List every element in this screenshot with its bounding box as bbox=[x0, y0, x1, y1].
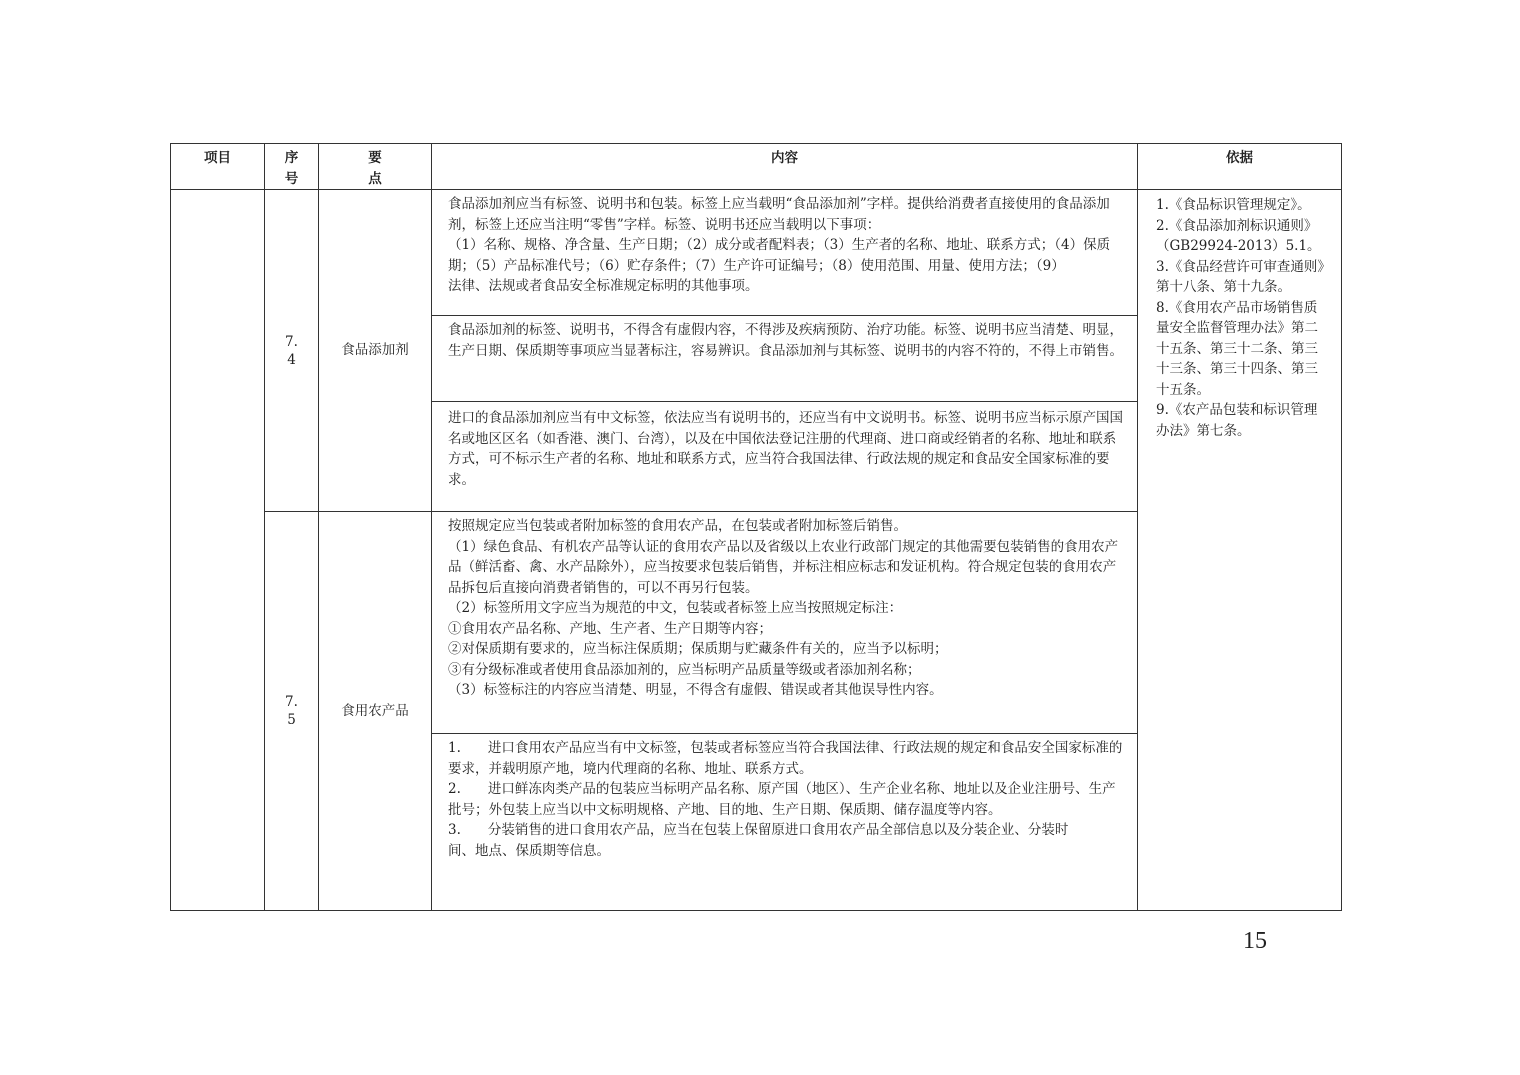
content-line: 食品添加剂的标签、说明书，不得含有虚假内容，不得涉及疾病预防、治疗功能。标签、说明书应当清楚、明显，生产日期、保质期等事项应当显著标注，容易辨识。食品添加剂与其标签、说明书的内容不符的，不得上市销售。 bbox=[448, 322, 1123, 359]
content-line: ②对保质期有要求的，应当标注保质期；保质期与贮藏条件有关的，应当予以标明； bbox=[448, 641, 948, 657]
basis-item: 1.《食品标识管理规定》。 bbox=[1156, 197, 1311, 213]
basis-item: 9.《农产品包装和标识管理办法》第七条。 bbox=[1156, 402, 1318, 439]
item-cell bbox=[171, 190, 265, 911]
content-line: ①食用农产品名称、产地、生产者、生产日期等内容； bbox=[448, 620, 772, 637]
header-row bbox=[171, 144, 1342, 190]
content-line: 1. 进口食用农产品应当有中文标签，包装或者标签应当符合我国法律、行政法规的规定和食品安全国家标准的要求，并载明原产地，境内代理商的名称、地址、联系方式。 bbox=[448, 740, 1123, 777]
content-line: （1）绿色食品、有机农产品等认证的食用农产品以及省级以上农业行政部门规定的其他需要包装销售的食用农产品（鲜活畜、禽、水产品除外），应当按要求包装后销售，并标注相应标志和发证机构。符合规定包装的食用农产品拆包后直接向消费者销售的，可以不再另行包装。 bbox=[448, 538, 1119, 596]
content-cell bbox=[432, 190, 1138, 316]
seq-7-5: 7. 5 bbox=[285, 694, 298, 728]
content-cell bbox=[432, 512, 1138, 734]
content-line: 进口的食品添加剂应当有中文标签，依法应当有说明书的，还应当有中文说明书。标签、说明书应当标示原产国国名或地区区名（如香港、澳门、台湾），以及在中国依法登记注册的代理商、进口商或经销者的名称、地址和联系方式，可不标示生产者的名称、地址和联系方式，应当符合我国法律、行政法规的规定和食品安全国家标准的要求。 bbox=[448, 410, 1123, 488]
basis-item: 3.《食品经营许可审查通则》第十八条、第十九条。 bbox=[1156, 258, 1325, 295]
header-content: 内容 bbox=[432, 144, 1138, 190]
content-line: ③有分级标准或者使用食品添加剂的，应当标明产品质量等级或者添加剂名称； bbox=[448, 661, 921, 678]
key-food-additive: 食品添加剂 bbox=[341, 342, 409, 359]
header-seq: 序 号 bbox=[265, 144, 319, 190]
header-key: 要 点 bbox=[319, 144, 432, 190]
basis-item: 8.《食用农产品市场销售质量安全监督管理办法》第二十五条、第三十二条、第三十三条、第三十四条、第三十五条。 bbox=[1156, 299, 1318, 398]
content-line: 按照规定应当包装或者附加标签的食用农产品，在包装或者附加标签后销售。 bbox=[448, 518, 907, 534]
header-item: 项目 bbox=[171, 144, 265, 190]
content-line: （3）标签标注的内容应当清楚、明显，不得含有虚假、错误或者其他误导性内容。 bbox=[448, 682, 943, 698]
basis-item: 2.《食品添加剂标识通则》（GB29924-2013）5.1。 bbox=[1156, 217, 1321, 254]
seq-cell bbox=[265, 512, 319, 911]
header-basis: 依据 bbox=[1138, 144, 1342, 190]
key-edible-agri-product: 食用农产品 bbox=[341, 702, 409, 719]
content-line: （1）名称、规格、净含量、生产日期；（2）成分或者配料表；（3）生产者的名称、地址、联系方式；（4）保质期；（5）产品标准代号；（6）贮存条件；（7）生产许可证编号；（8）使用范围、用量、使用方法；（9） bbox=[448, 237, 1111, 274]
content-line: （2）标签所用文字应当为规范的中文，包装或者标签上应当按照规定标注： bbox=[448, 600, 903, 616]
content-line: 2. 进口鲜冻肉类产品的包装应当标明产品名称、原产国（地区）、生产企业名称、地址以及企业注册号、生产批号；外包装上应当以中文标明规格、产地、目的地、生产日期、保质期、储存温度等内容。 bbox=[448, 781, 1116, 818]
content-cell bbox=[432, 316, 1138, 402]
content-cell bbox=[432, 734, 1138, 911]
table-row bbox=[171, 190, 1342, 316]
regulation-table bbox=[170, 143, 1342, 911]
page-number: 15 bbox=[1243, 928, 1267, 954]
seq-cell bbox=[265, 190, 319, 512]
seq-7-4: 7. 4 bbox=[285, 333, 298, 368]
content-line: 食品添加剂应当有标签、说明书和包装。标签上应当载明“食品添加剂”字样。提供给消费者直接使用的食品添加剂，标签上还应当注明“零售”字样。标签、说明书还应当载明以下事项： bbox=[448, 196, 1110, 233]
key-cell bbox=[319, 190, 432, 512]
content-cell bbox=[432, 402, 1138, 512]
basis-cell bbox=[1138, 190, 1342, 911]
key-cell bbox=[319, 512, 432, 911]
content-line: 间、地点、保质期等信息。 bbox=[448, 842, 610, 859]
content-line: 3. 分装销售的进口食用农产品，应当在包装上保留原进口食用农产品全部信息以及分装企业、分装时 bbox=[448, 822, 1069, 838]
content-line: 法律、法规或者食品安全标准规定标明的其他事项。 bbox=[448, 278, 759, 294]
